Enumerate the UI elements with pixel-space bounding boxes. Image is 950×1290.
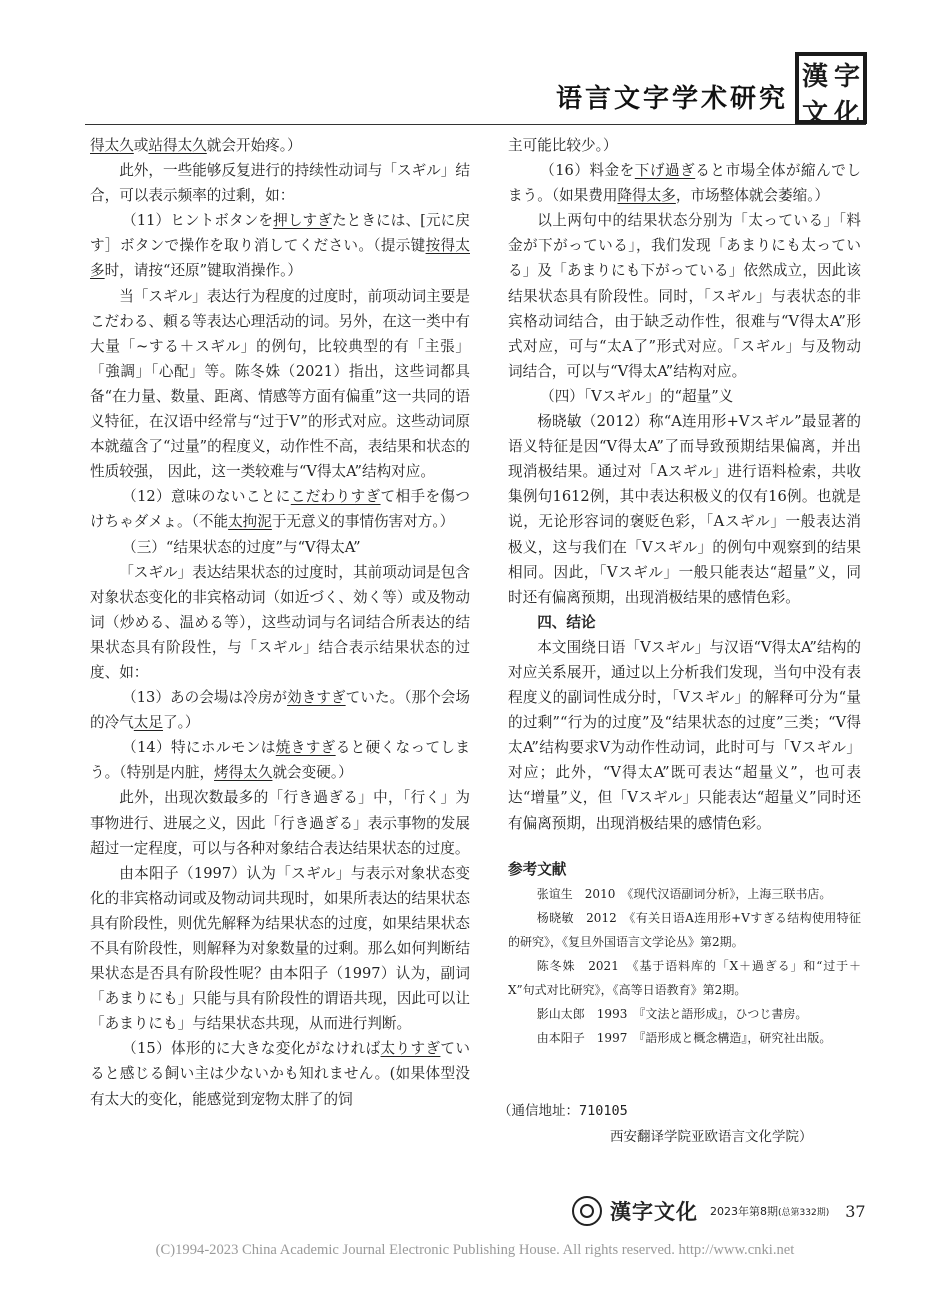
address-line: 西安翻译学院亚欧语言文化学院） [610,1129,813,1145]
text-run: ると硬くなってしまう。（特别是内脏， [90,739,470,782]
seal-char: 漢 [801,62,828,92]
underlined-phrase: 降得太多 [617,187,676,205]
section-title: 语言文字学术研究 [556,84,789,114]
underlined-phrase: 効きすぎ [287,689,346,707]
underlined-phrase: 烤得太久 [214,764,273,782]
text-run: （三）“结果状态的过度”与“V得太A” [122,538,361,556]
text-run: 本文围绕日语「Vスギル」与汉语“V得太A”结构的对应关系展开，通过以上分析我们发现，当句中没有表程度义的副词性成分时，「Vスギル」的解释可分为“量的过剩”“行为的过度”及“结果状态的过度”三类；“V得太A”结构要求V为动作性动词，此时可与「Vスギル」对应；此外，“V得太A”既可表达“超量义”，也可表达“增量”义，但「Vスギル」只能表达“超量义”同时还有偏离预期，出现消极结果的感情色彩。 [508,638,861,832]
text-run: 此外，出现次数最多的「行き過ぎる」中，「行く」为事物进行、进展之义，因此「行き過ぎる」表示事物的发展超过一定程度，可以与各种对象结合表达结果状态的过度。 [90,789,470,857]
issue-info [710,1203,829,1219]
text-run: 以上两句中的结果状态分别为「太っている」「料金が下がっている」，我们发现「あまりにも太っている」及「あまりにも下がっている」依然成立，因此该结果状态具有阶段性。同时，「スギル」与表状态的非宾格动词结合，由于缺乏动作性，很难与“V得太A”形式对应，可与“太A了”形式对应。「スギル」与及物动词结合，可以与“V得太A”结构对应。 [508,212,861,380]
text-run: ていると感じる飼い主は少ないかも知れません。(如果体型没有太大的变化，能感觉到宠物太胖了的饲 [90,1040,470,1108]
text-run: （12）意味のないことに [122,488,291,506]
example-sentence [508,158,861,208]
underlined-phrase: 焼きすぎ [275,739,336,757]
text-run: （15）体形的に大きな変化がなければ [122,1040,381,1058]
underlined-phrase: 太りすぎ [380,1040,441,1058]
page-footer [572,1196,866,1226]
copyright-notice: (C)1994-2023 China Academic Journal Electronic Publishing House. All rights reserved. http://www.cnki.net [155,1242,795,1258]
text-run: 「スギル」表达结果状态的过度时，其前项动词是包含对象状态变化的非宾格动词（如近づく、効く等）或及物动词（炒める、温める等），这些动词与名词结合所表达的结果状态具有阶段性，与「スギル」结合表示结果状态的过度、如： [90,563,470,681]
example-sentence [90,208,470,283]
underlined-phrase: 太足 [133,714,163,732]
text-run: （13）あの会場は冷房が [122,689,288,707]
paragraph [90,133,470,158]
text-run: ていた。（那个会场的冷气 [90,689,470,732]
paragraph [90,560,470,685]
text-run: たときには、[元に戻す］ボタンで操作を取り消してください。（提示键 [90,212,470,255]
seal-char: 化 [833,99,860,129]
text-run: 四、结论 [537,613,596,631]
header-rule [85,124,866,125]
paragraph [90,785,470,860]
underlined-phrase: 下げ過ぎ [634,162,696,180]
text-run: 主可能比较少。） [508,137,618,154]
example-sentence [90,685,470,735]
subsection-heading [90,535,470,560]
seal-char: 文 [801,99,828,129]
text-run: 就会开始疼。） [206,137,302,154]
left-column [90,133,470,1112]
text-run: 就会变硬。） [272,764,353,782]
magazine-name: 漢字文化 [610,1199,698,1224]
text-run: 当「スギル」表达行为程度的过度时，前项动词主要是こだわる、頼る等表达心理活动的词。另外，在这一类中有大量「~する＋スギル」的例句，比较典型的有「主張」「強調」「心配」等。陈冬姝（2021）指出，这些词都具备“在力量、数量、距离、情感等方面有偏重”这一共同的语义特征，在汉语中经常与“过于V”的形式对应。这些动词原本就蕴含了“过量”的程度义，动作性不高，表结果和状态的性质较强， 因此，这一类较难与“V得太A”结构对应。 [90,287,470,481]
underlined-phrase: 站得太久 [148,137,207,154]
underlined-phrase: 太拘泥 [228,513,272,531]
underlined-phrase: 得太久 [90,137,134,154]
subsection-heading [508,384,861,409]
paragraph [90,861,470,1037]
underlined-phrase: 押しすぎ [273,212,332,230]
page-number: 37 [845,1201,866,1221]
mailing-address [498,1098,813,1150]
address-line: （通信地址：710105 [498,1103,628,1119]
journal-emblem-icon [572,1196,602,1226]
text-run: （四）「Vスギル」的“超量”义 [540,387,734,405]
issue-number: 2023年第8期 [710,1205,778,1218]
text-run: 时，请按“还原”键取消操作。） [104,262,302,280]
references-title: 参考文献 [508,860,567,878]
section-heading [508,610,861,635]
text-run: 于无意义的事情伤害对方。） [271,513,455,531]
text-run: 或 [133,137,149,154]
text-run: ，市场整体就会萎缩。） [675,187,830,205]
reference-item: 杨晓敏 2012 《有关日语A连用形+Vすぎる结构使用特征的研究》，《复旦外国语言文学论丛》第2期。 [508,910,861,949]
paragraph [508,409,861,610]
paragraph [508,133,861,158]
paragraph [508,635,861,836]
reference-item: 张谊生 2010 《现代汉语副词分析》，上海三联书店。 [536,886,832,901]
example-sentence [90,1036,470,1111]
paragraph [90,284,470,485]
total-issue: (总第332期) [778,1208,830,1218]
example-sentence [90,484,470,534]
right-column [508,133,861,1050]
paragraph [90,158,470,208]
text-run: ると市場全体が縮んでしまう。（如果费用 [508,162,861,205]
reference-item: 陈冬姝 2021 《基于语料库的「X＋過ぎる」和“过于＋X”句式对比研究》，《高等日语教育》第2期。 [508,958,861,997]
text-run: （16）料金を [540,162,635,180]
text-run: （14）特にホルモンは [122,739,276,757]
underlined-phrase: 按得太多 [90,237,470,280]
reference-item: 影山太郎 1993 『文法と語形成』，ひつじ書房。 [536,1006,808,1021]
underlined-phrase: こだわりすぎ [290,488,381,506]
text-run: て相手を傷つけちゃダメょ。（不能 [90,488,470,531]
paragraph [508,208,861,384]
journal-seal-logo [795,52,867,129]
reference-item: 由本阳子 1997 『語形成と概念構造』，研究社出版。 [536,1030,832,1045]
example-sentence [90,735,470,785]
text-run: 由本阳子（1997）认为「スギル」与表示对象状态变化的非宾格动词或及物动词共现时，如果所表达的结果状态具有阶段性，则优先解释为结果状态的过度，如果结果状态不具有阶段性，则解释为对象数量的过剩。那么如何判断结果状态是否具有阶段性呢？由本阳子（1997）认为，副词「あまりにも」只能与具有阶段性的谓语共现，因此可以让「あまりにも」与结果状态共现，从而进行判断。 [90,864,470,1033]
text-run: （11）ヒントボタンを [122,212,274,230]
text-run: 了。） [163,714,200,732]
text-run: 杨晓敏（2012）称“A连用形+Vスギル”最显著的语义特征是因“V得太A”了而导致预期结果偏离，并出现消极结果。通过对「Aスギル」进行语料检索，共收集例句1612例，其中表达积极义的仅有16例。也就是说，无论形容词的褒贬色彩，「Aスギル」一般表达消极义，这与我们在「Vスギル」的例句中观察到的结果相同。因此，「Vスギル」一般只能表达“超量”义，同时还有偏离预期，出现消极结果的感情色彩。 [508,413,861,606]
text-run: 此外，一些能够反复进行的持续性动词与「スギル」结合，可以表示频率的过剩，如： [90,162,470,205]
seal-char: 字 [833,62,860,92]
